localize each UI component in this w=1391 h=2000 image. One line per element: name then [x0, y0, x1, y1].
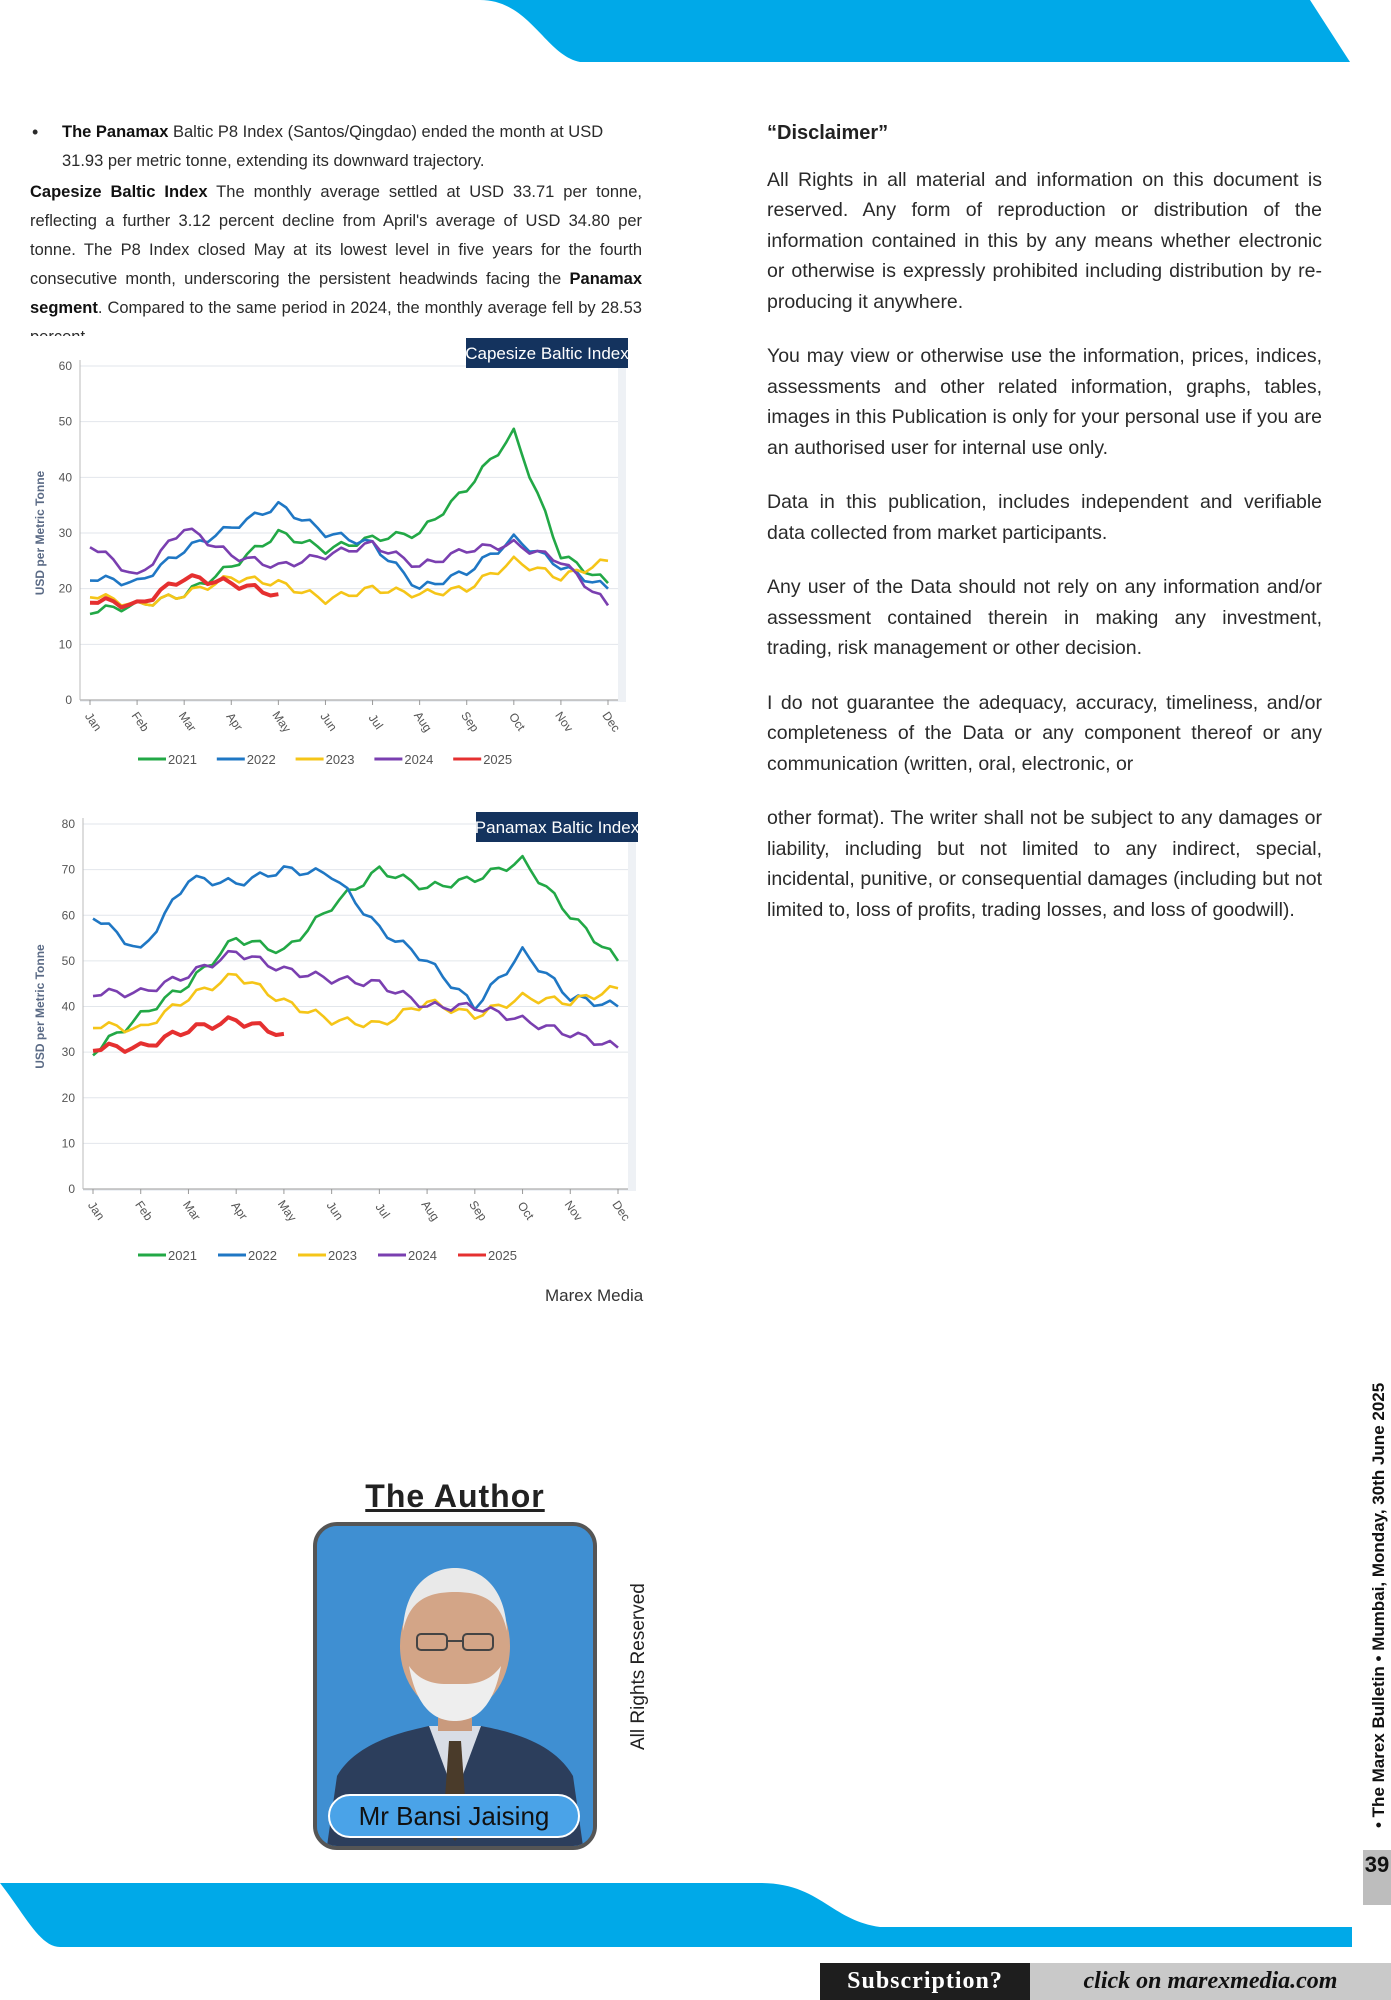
legend-label: 2023	[325, 752, 355, 767]
legend-label: 2022	[248, 1248, 277, 1263]
y-tick-label: 10	[58, 637, 72, 652]
panamax-bullet	[30, 118, 642, 176]
x-tick-label: Jun	[323, 1198, 347, 1223]
legend-label: 2021	[168, 1248, 197, 1263]
chart-plot-area	[80, 360, 618, 700]
y-tick-label: 20	[61, 1090, 75, 1105]
x-tick-label: May	[274, 1197, 300, 1225]
panamax-bullet-text: Baltic P8 Index (Santos/Qingdao) ended the month at USD 31.93 per metric tonne, extending its downward trajectory.	[62, 123, 604, 170]
x-tick-label: May	[269, 708, 294, 736]
x-tick-label: Oct	[514, 1199, 537, 1223]
legend-label: 2023	[328, 1248, 357, 1263]
y-tick-label: 60	[58, 359, 72, 373]
bulletin-vertical-title: • The Marex Bulletin • Mumbai, Monday, 30th June 2025	[1369, 1382, 1388, 1828]
disclaimer-paragraph: other format). The writer shall not be subject to any damages or liability, including but not limited to any indirect, special, incidental, punitive, or consequential damages (including but not limited to, loss of profits, trading losses, and loss of goodwill).	[767, 807, 1322, 921]
x-tick-label: Jan	[84, 1198, 108, 1223]
x-tick-label: Mar	[175, 709, 200, 735]
y-tick-label: 50	[58, 414, 72, 429]
y-tick-label: 0	[65, 693, 72, 707]
x-tick-label: Feb	[128, 709, 153, 735]
disclaimer-paragraph: Data in this publication, includes independent and verifiable data collected from market participants.	[767, 491, 1322, 544]
bottom-decorative-band	[0, 1875, 1391, 1950]
page-number: 39	[1364, 1852, 1390, 1877]
capesize-paragraph-text-2: . Compared to the same period in 2024, the monthly average fell by 28.53	[97, 299, 642, 317]
author-title: The Author	[365, 1478, 545, 1514]
disclaimer-paragraph: You may view or otherwise use the information, prices, indices, assessments and other related information, graphs, tables, images in this Publication is only for your personal use if you are an authorised user for internal use only.	[767, 345, 1322, 459]
panamax-chart-svg	[28, 810, 648, 1272]
capesize-paragraph	[30, 178, 642, 352]
panamax-segment-bold: Panamax segment	[30, 270, 642, 317]
rights-reserved-vertical: All Rights Reserved	[628, 1583, 649, 1750]
legend-label: 2025	[488, 1248, 517, 1263]
x-tick-label: Jul	[372, 1200, 393, 1222]
legend-label: 2025	[483, 752, 513, 767]
y-tick-label: 80	[61, 817, 75, 831]
chart-title: Capesize Baltic Index	[465, 344, 629, 363]
author-name-badge: Mr Bansi Jaising	[328, 1794, 580, 1838]
x-tick-label: Aug	[411, 708, 435, 735]
chart-title: Panamax Baltic Index	[474, 818, 640, 837]
y-tick-label: 0	[68, 1182, 75, 1196]
x-tick-label: Apr	[223, 710, 246, 734]
x-tick-label: Dec	[609, 1197, 634, 1224]
disclaimer-paragraph: All Rights in all material and information on this document is reserved. Any form of reproduction or distribution of the information contained in this by any means whether electronic or otherwise is expressly prohibited including distribution by re- producing it anywhere.	[767, 168, 1322, 313]
capesize-paragraph-text-1: The monthly average settled at USD 33.71 per tonne, reflecting a further 3.12 percent decline from April's average of USD 34.80 per tonne. The P8 Index closed May at its lowest level in five years for the fourth consecutive month, underscoring the persistent headwinds facing the	[30, 183, 642, 288]
subscription-button[interactable]: Subscription?	[820, 1963, 1030, 2000]
x-tick-label: Sep	[458, 708, 482, 735]
y-axis-label: USD per Metric Tonne	[33, 944, 47, 1069]
x-tick-label: Sep	[466, 1197, 490, 1224]
source-note: Marex Media	[545, 1286, 644, 1305]
y-tick-label: 40	[61, 999, 75, 1014]
capesize-paragraph-lead: Capesize Baltic Index	[30, 183, 208, 201]
capesize-chart-svg	[28, 336, 642, 776]
y-tick-label: 10	[61, 1136, 75, 1151]
y-tick-label: 20	[58, 581, 72, 596]
panamax-chart	[28, 810, 648, 1272]
disclaimer-paragraph: Any user of the Data should not rely on any information and/or assessment contained therein in making any investment, trading, risk management or other decision.	[767, 576, 1322, 659]
x-tick-label: Feb	[132, 1198, 156, 1224]
x-tick-label: Nov	[552, 708, 577, 735]
legend-label: 2021	[168, 752, 197, 767]
x-tick-label: Jun	[317, 709, 341, 734]
top-decorative-band	[0, 0, 1391, 70]
y-tick-label: 60	[61, 908, 75, 923]
legend-label: 2022	[246, 752, 276, 767]
x-tick-label: Aug	[418, 1197, 443, 1224]
x-tick-label: Dec	[599, 708, 624, 735]
y-tick-label: 30	[58, 526, 72, 540]
y-axis-label: USD per Metric Tonne	[33, 470, 47, 596]
disclaimer-heading: “Disclaimer”	[767, 122, 889, 144]
disclaimer-column	[767, 118, 1322, 949]
y-tick-label: 50	[61, 953, 75, 968]
legend-label: 2024	[404, 752, 434, 767]
x-tick-label: Mar	[180, 1198, 204, 1224]
y-tick-label: 30	[61, 1045, 75, 1060]
x-tick-label: Jul	[365, 711, 386, 733]
x-tick-label: Oct	[506, 710, 529, 734]
chart-plot-area	[83, 818, 628, 1189]
disclaimer-paragraph: I do not guarantee the adequacy, accuracy, timeliness, and/or completeness of the Data or any component thereof or any communication (written, oral, electronic, or	[767, 691, 1322, 775]
left-text-column	[30, 118, 642, 352]
subscription-link[interactable]: click on marexmedia.com	[1030, 1963, 1391, 2000]
capesize-chart	[28, 336, 642, 776]
legend-label: 2024	[408, 1248, 437, 1263]
panamax-bullet-lead: The Panamax	[62, 123, 169, 141]
x-tick-label: Jan	[81, 709, 105, 734]
x-tick-label: Apr	[228, 1199, 251, 1223]
y-tick-label: 40	[58, 470, 72, 485]
x-tick-label: Nov	[561, 1197, 586, 1224]
y-tick-label: 70	[61, 862, 75, 877]
